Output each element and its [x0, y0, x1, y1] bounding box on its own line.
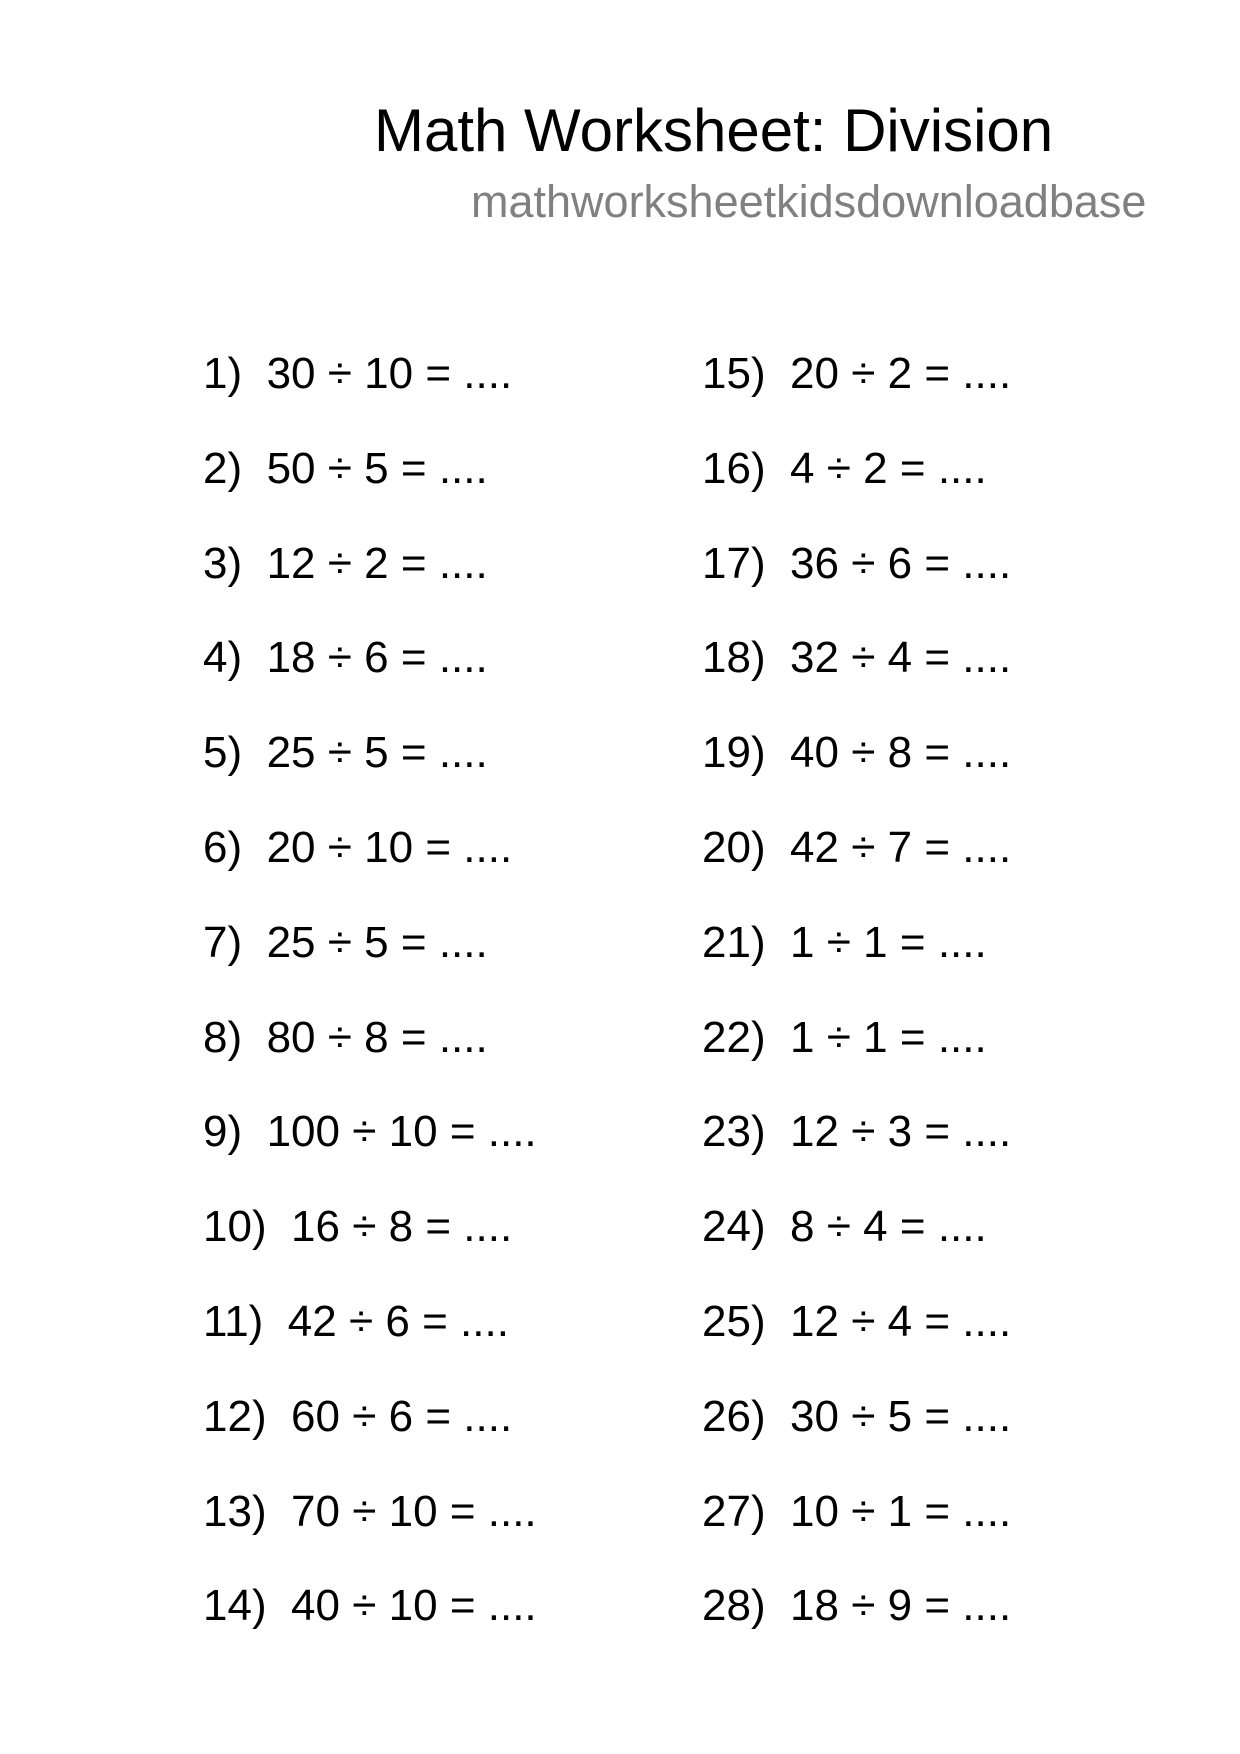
- divisor: 2: [863, 443, 888, 493]
- equals-sign: =: [899, 1202, 926, 1252]
- divisor: 7: [887, 822, 913, 872]
- problem-number: 6): [203, 822, 243, 872]
- divide-sign: ÷: [327, 633, 352, 683]
- equals-sign: =: [449, 1107, 476, 1157]
- problem-column-left: [203, 349, 663, 1679]
- divide-sign: ÷: [851, 1486, 876, 1536]
- problem-number: 8): [203, 1012, 243, 1062]
- equals-sign: =: [924, 1486, 951, 1536]
- problem-row: [203, 349, 663, 447]
- divide-sign: ÷: [851, 822, 876, 872]
- problem-number: 24): [702, 1202, 766, 1252]
- problem-number: 9): [203, 1107, 243, 1157]
- problem-number: 19): [702, 728, 766, 778]
- problem-row: [702, 1107, 1162, 1205]
- answer-blank[interactable]: ....: [937, 1202, 987, 1252]
- divisor: 5: [887, 1391, 913, 1441]
- dividend: 12: [266, 538, 316, 588]
- divisor: 10: [364, 349, 414, 398]
- dividend: 10: [790, 1486, 839, 1536]
- answer-blank[interactable]: ....: [962, 633, 1012, 683]
- dividend: 30: [266, 349, 316, 398]
- problem-row: [702, 349, 1162, 447]
- divide-sign: ÷: [851, 1391, 876, 1441]
- problem-number: 20): [702, 822, 766, 872]
- problem-row: [702, 538, 1162, 637]
- problem-row: [702, 633, 1162, 731]
- divisor: 8: [887, 728, 913, 778]
- problem-row: [203, 1486, 663, 1585]
- answer-blank[interactable]: ....: [438, 917, 488, 967]
- problem-number: 23): [702, 1107, 766, 1157]
- problem-row: [702, 1391, 1162, 1490]
- problem-number: 11): [203, 1296, 264, 1346]
- dividend: 1: [790, 1012, 815, 1062]
- equals-sign: =: [425, 822, 452, 872]
- divisor: 10: [388, 1581, 438, 1631]
- problem-number: 21): [702, 917, 766, 967]
- answer-blank[interactable]: ....: [487, 1581, 537, 1631]
- dividend: 100: [266, 1107, 340, 1157]
- equals-sign: =: [924, 349, 951, 398]
- dividend: 1: [790, 917, 815, 967]
- problem-number: 18): [702, 633, 766, 683]
- problem-row: [203, 1107, 663, 1205]
- divisor: 2: [364, 538, 389, 588]
- answer-blank[interactable]: ....: [460, 1296, 509, 1346]
- problem-number: 13): [203, 1486, 267, 1536]
- problem-row: [203, 1581, 663, 1679]
- divisor: 10: [388, 1486, 438, 1536]
- answer-blank[interactable]: ....: [463, 349, 513, 398]
- problem-row: [702, 728, 1162, 826]
- divisor: 3: [887, 1107, 913, 1157]
- divide-sign: ÷: [352, 1581, 377, 1631]
- equals-sign: =: [899, 1012, 926, 1062]
- answer-blank[interactable]: ....: [962, 1296, 1012, 1346]
- divide-sign: ÷: [327, 349, 352, 398]
- problem-number: 17): [702, 538, 766, 588]
- dividend: 16: [291, 1202, 340, 1252]
- problem-row: [702, 822, 1162, 921]
- divide-sign: ÷: [851, 1296, 876, 1346]
- dividend: 80: [266, 1012, 316, 1062]
- dividend: 50: [266, 443, 316, 493]
- equals-sign: =: [899, 917, 926, 967]
- answer-blank[interactable]: ....: [937, 917, 987, 967]
- equals-sign: =: [449, 1581, 476, 1631]
- equals-sign: =: [924, 822, 951, 872]
- answer-blank[interactable]: ....: [962, 1581, 1012, 1631]
- dividend: 70: [291, 1486, 340, 1536]
- answer-blank[interactable]: ....: [438, 443, 488, 493]
- divide-sign: ÷: [327, 1012, 352, 1062]
- divide-sign: ÷: [851, 349, 876, 398]
- divide-sign: ÷: [826, 443, 851, 493]
- problem-row: [702, 1581, 1162, 1679]
- divisor: 4: [887, 1296, 913, 1346]
- problem-number: 28): [702, 1581, 766, 1631]
- answer-blank[interactable]: ....: [438, 633, 488, 683]
- answer-blank[interactable]: ....: [962, 822, 1012, 872]
- problem-row: [702, 1012, 1162, 1111]
- equals-sign: =: [425, 1202, 452, 1252]
- answer-blank[interactable]: ....: [463, 1391, 513, 1441]
- problem-row: [702, 1202, 1162, 1300]
- problem-row: [702, 917, 1162, 1016]
- divisor: 5: [364, 917, 389, 967]
- problem-number: 15): [702, 349, 766, 398]
- problem-number: 12): [203, 1391, 267, 1441]
- divisor: 6: [887, 538, 913, 588]
- dividend: 12: [790, 1107, 839, 1157]
- divide-sign: ÷: [348, 1296, 374, 1346]
- problem-number: 4): [203, 633, 243, 683]
- equals-sign: =: [400, 633, 427, 683]
- problem-row: [702, 443, 1162, 542]
- problem-row: [203, 1012, 663, 1111]
- divisor: 6: [385, 1296, 410, 1346]
- divide-sign: ÷: [851, 538, 876, 588]
- answer-blank[interactable]: ....: [962, 1107, 1012, 1157]
- dividend: 40: [790, 728, 839, 778]
- problem-number: 26): [702, 1391, 766, 1441]
- problem-row: [203, 1391, 663, 1490]
- equals-sign: =: [400, 443, 427, 493]
- dividend: 36: [790, 538, 839, 588]
- divisor: 8: [364, 1012, 389, 1062]
- problem-number: 25): [702, 1296, 766, 1346]
- source-watermark: mathworksheetkidsdownloadbase: [471, 176, 1147, 227]
- problem-number: 22): [702, 1012, 766, 1062]
- divisor: 1: [863, 917, 888, 967]
- problem-row: [203, 538, 663, 637]
- equals-sign: =: [425, 349, 452, 398]
- dividend: 4: [790, 443, 815, 493]
- problem-number: 10): [203, 1202, 267, 1252]
- problem-row: [203, 633, 663, 731]
- problem-row: [203, 728, 663, 826]
- answer-blank[interactable]: ....: [937, 443, 987, 493]
- divisor: 4: [863, 1202, 888, 1252]
- equals-sign: =: [425, 1391, 452, 1441]
- divisor: 10: [364, 822, 414, 872]
- dividend: 20: [266, 822, 316, 872]
- equals-sign: =: [899, 443, 926, 493]
- answer-blank[interactable]: ....: [962, 1486, 1012, 1536]
- divisor: 2: [887, 349, 913, 398]
- answer-blank[interactable]: ....: [937, 1012, 987, 1062]
- problem-column-right: [702, 349, 1162, 1679]
- divide-sign: ÷: [352, 1486, 377, 1536]
- divide-sign: ÷: [826, 1012, 851, 1062]
- answer-blank[interactable]: ....: [962, 538, 1012, 588]
- dividend: 18: [790, 1581, 839, 1631]
- equals-sign: =: [449, 1486, 476, 1536]
- problem-number: 7): [203, 917, 243, 967]
- divide-sign: ÷: [352, 1107, 377, 1157]
- divisor: 10: [388, 1107, 438, 1157]
- dividend: 32: [790, 633, 839, 683]
- answer-blank[interactable]: ....: [438, 538, 488, 588]
- divisor: 5: [364, 728, 389, 778]
- divide-sign: ÷: [327, 538, 352, 588]
- answer-blank[interactable]: ....: [962, 1391, 1012, 1441]
- answer-blank[interactable]: ....: [487, 1486, 537, 1536]
- problem-number: 16): [702, 443, 766, 493]
- answer-blank[interactable]: ....: [463, 822, 513, 872]
- equals-sign: =: [924, 728, 951, 778]
- divide-sign: ÷: [352, 1391, 377, 1441]
- dividend: 60: [291, 1391, 340, 1441]
- divisor: 5: [364, 443, 389, 493]
- problem-row: [203, 917, 663, 1016]
- equals-sign: =: [400, 538, 427, 588]
- equals-sign: =: [924, 538, 951, 588]
- divisor: 4: [887, 633, 913, 683]
- dividend: 8: [790, 1202, 815, 1252]
- dividend: 25: [266, 728, 316, 778]
- divide-sign: ÷: [327, 822, 352, 872]
- divisor: 1: [863, 1012, 888, 1062]
- problem-row: [203, 1202, 663, 1300]
- dividend: 20: [790, 349, 839, 398]
- answer-blank[interactable]: ....: [487, 1107, 537, 1157]
- problem-row: [203, 1296, 663, 1395]
- divide-sign: ÷: [826, 917, 851, 967]
- problem-number: 2): [203, 443, 243, 493]
- page-title: Math Worksheet: Division: [374, 97, 1054, 164]
- divisor: 1: [887, 1486, 913, 1536]
- equals-sign: =: [924, 1581, 951, 1631]
- equals-sign: =: [400, 917, 427, 967]
- divide-sign: ÷: [352, 1202, 377, 1252]
- divide-sign: ÷: [851, 633, 876, 683]
- divide-sign: ÷: [851, 1107, 876, 1157]
- problem-number: 3): [203, 538, 243, 588]
- answer-blank[interactable]: ....: [438, 728, 488, 778]
- dividend: 12: [790, 1296, 839, 1346]
- equals-sign: =: [400, 728, 427, 778]
- equals-sign: =: [924, 633, 951, 683]
- divide-sign: ÷: [851, 728, 876, 778]
- divisor: 9: [887, 1581, 913, 1631]
- divisor: 8: [388, 1202, 414, 1252]
- divisor: 6: [388, 1391, 414, 1441]
- divide-sign: ÷: [327, 917, 352, 967]
- divide-sign: ÷: [851, 1581, 876, 1631]
- answer-blank[interactable]: ....: [463, 1202, 513, 1252]
- answer-blank[interactable]: ....: [962, 349, 1012, 398]
- divide-sign: ÷: [327, 728, 352, 778]
- problem-number: 1): [203, 349, 243, 398]
- equals-sign: =: [422, 1296, 448, 1346]
- problem-row: [702, 1486, 1162, 1585]
- problem-number: 5): [203, 728, 243, 778]
- equals-sign: =: [924, 1391, 951, 1441]
- dividend: 18: [266, 633, 316, 683]
- problem-row: [203, 443, 663, 542]
- divisor: 6: [364, 633, 389, 683]
- answer-blank[interactable]: ....: [438, 1012, 488, 1062]
- dividend: 25: [266, 917, 316, 967]
- dividend: 42: [287, 1296, 337, 1346]
- problem-row: [702, 1296, 1162, 1395]
- problem-row: [203, 822, 663, 921]
- dividend: 40: [291, 1581, 340, 1631]
- problem-number: 14): [203, 1581, 267, 1631]
- equals-sign: =: [924, 1107, 951, 1157]
- dividend: 42: [790, 822, 839, 872]
- dividend: 30: [790, 1391, 839, 1441]
- divide-sign: ÷: [826, 1202, 851, 1252]
- equals-sign: =: [400, 1012, 427, 1062]
- equals-sign: =: [924, 1296, 951, 1346]
- problem-number: 27): [702, 1486, 766, 1536]
- answer-blank[interactable]: ....: [962, 728, 1012, 778]
- divide-sign: ÷: [327, 443, 352, 493]
